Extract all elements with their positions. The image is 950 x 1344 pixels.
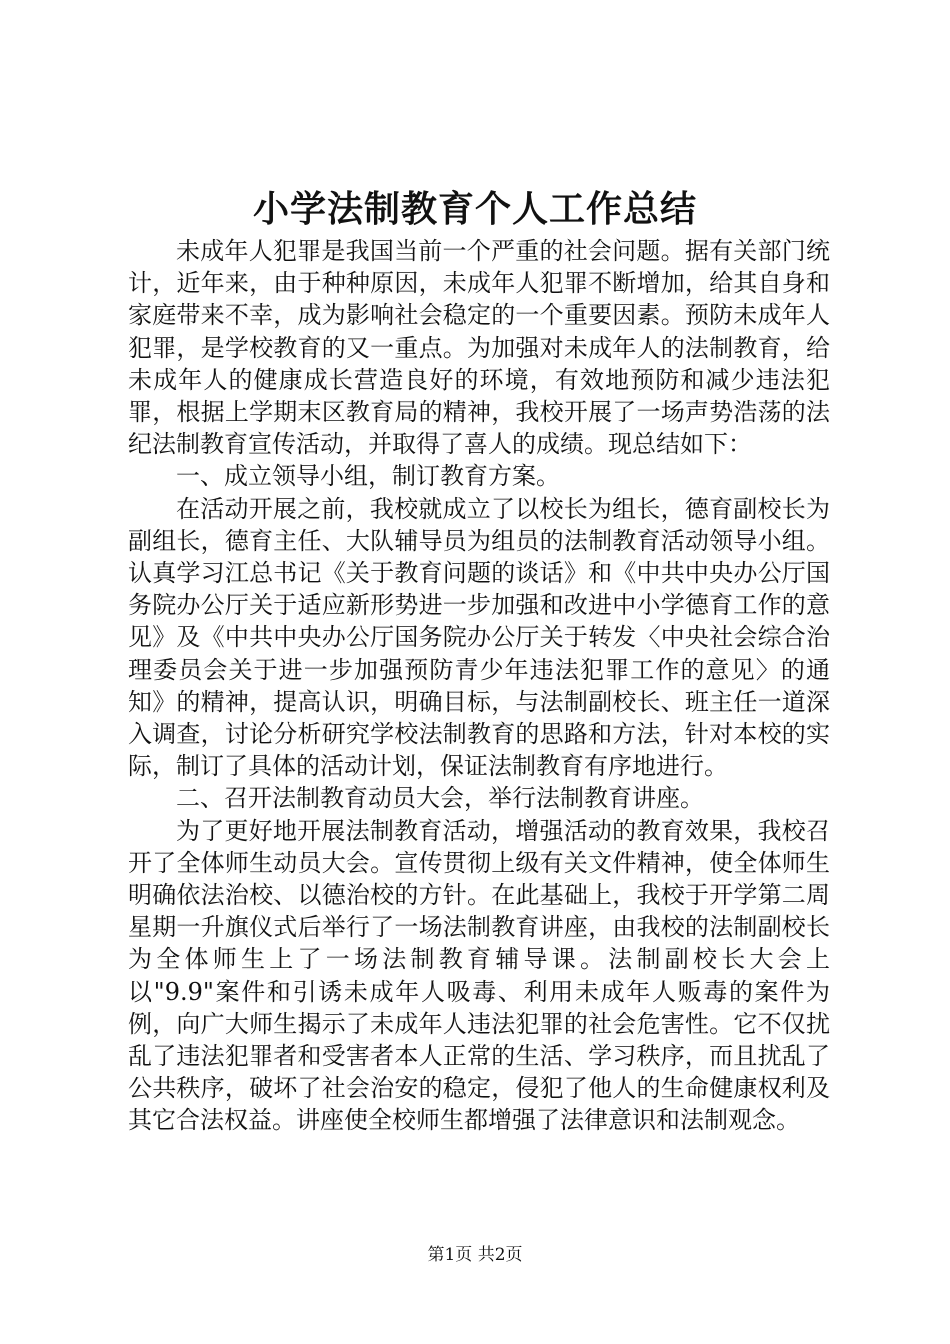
document-title: 小学法制教育个人工作总结: [252, 188, 697, 230]
paragraph-intro: 未成年人犯罪是我国当前一个严重的社会问题。据有关部门统计，近年来，由于种种原因，未成年人犯罪不断增加，给其自身和家庭带来不幸，成为影响社会稳定的一个重要因素。预防未成年人犯罪，是学校教育的又一重点。为加强对未成年人的法制教育，给未成年人的健康成长营造良好的环境，有效地预防和减少违法犯罪，根据上学期末区教育局的精神，我校开展了一场声势浩荡的法纪法制教育宣传活动，并取得了喜人的成绩。现总结如下：: [128, 237, 830, 459]
section-heading-2: 二、召开法制教育动员大会，举行法制教育讲座。: [176, 784, 704, 813]
section-heading-1: 一、成立领导小组，制订教育方案。: [176, 462, 560, 491]
paragraph-section-2: 为了更好地开展法制教育活动，增强活动的教育效果，我校召开了全体师生动员大会。宣传贯彻上级有关文件精神，使全体师生明确依法治校、以德治校的方针。在此基础上，我校于开学第二周星期一升旗仪式后举行了一场法制教育讲座，由我校的法制副校长为全体师生上了一场法制教育辅导课。法制副校长大会上以"9.9"案件和引诱未成年人吸毒、利用未成年人贩毒的案件为例，向广大师生揭示了未成年人违法犯罪的社会危害性。它不仅扰乱了违法犯罪者和受害者本人正常的生活、学习秩序，而且扰乱了公共秩序，破坏了社会治安的稳定，侵犯了他人的生命健康权利及其它合法权益。讲座使全校师生都增强了法律意识和法制观念。: [128, 816, 830, 1135]
document-body: [128, 235, 830, 1137]
page-footer: 第1页 共2页: [427, 1245, 523, 1265]
paragraph-section-1: 在活动开展之前，我校就成立了以校长为组长，德育副校长为副组长，德育主任、大队辅导员为组员的法制教育活动领导小组。认真学习江总书记《关于教育问题的谈话》和《中共中央办公厅国务院办公厅关于适应新形势进一步加强和改进中小学德育工作的意见》及《中共中央办公厅国务院办公厅关于转发〈中央社会综合治理委员会关于进一步加强预防青少年违法犯罪工作的意见〉的通知》的精神，提高认识，明确目标，与法制副校长、班主任一道深入调查，讨论分析研究学校法制教育的思路和方法，针对本校的实际，制订了具体的活动计划，保证法制教育有序地进行。: [128, 494, 830, 781]
